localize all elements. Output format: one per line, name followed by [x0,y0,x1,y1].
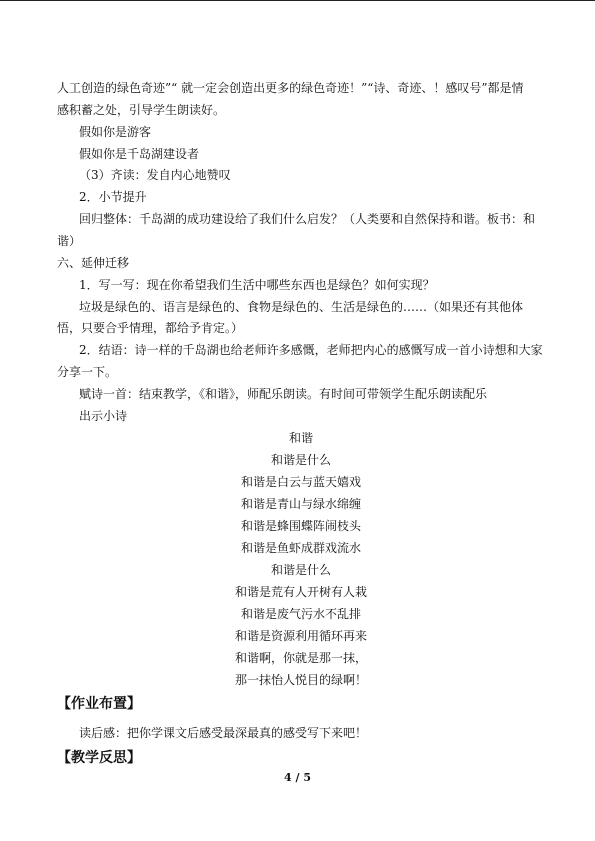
poem-line: 和谐是鱼虾成群戏流水 [240,541,361,555]
poem-line: 那一抹怡人悦目的绿啊！ [234,673,367,687]
paragraph-line: （3）齐读：发自内心地赞叹 [79,168,231,182]
poem-line: 和谐是白云与蓝天嬉戏 [240,475,361,489]
poem-line: 和谐啊，你就是那一抹， [234,651,367,665]
paragraph-line: 假如你是千岛湖建设者 [79,147,200,161]
paragraph-line: 2．小节提升 [79,190,147,204]
paragraph-line: 感积蓄之处，引导学生朗读好。 [57,103,226,117]
paragraph-line: 分享一下。 [57,365,118,379]
section-heading: 六、延伸迁移 [57,256,130,270]
paragraph-line: 人工创造的绿色奇迹”“ 就一定会创造出更多的绿色奇迹！”“诗、奇迹、！感叹号”都是情 [57,81,524,95]
paragraph-line: 谐） [57,234,82,248]
paragraph-line: 赋诗一首：结束教学，《和谐》，师配乐朗读。有时间可带领学生配乐朗读配乐 [79,387,488,401]
poem-line: 和谐是资源利用循环再来 [234,629,367,643]
paragraph-line: 回归整体：千岛湖的成功建设给了我们什么启发？（人类要和自然保持和谐。板书：和 [79,212,536,226]
poem-line: 和谐是什么 [270,563,331,577]
page-number: 4 / 5 [284,771,311,784]
homework-text: 读后感：把你学课文后感受最深最真的感受写下来吧！ [79,726,368,740]
paragraph-line: 2．结语：诗一样的千岛湖也给老师许多感慨，老师把内心的感慨写成一首小诗想和大家 [79,343,543,357]
paragraph-line: 假如你是游客 [79,125,152,139]
poem-line: 和谐是青山与绿水绵缠 [240,497,361,511]
poem-line: 和谐是废气污水不乱排 [240,607,361,621]
header-rule [0,0,595,1]
poem-line: 和谐是荒有人开树有人栽 [234,585,367,599]
homework-heading: 【作业布置】 [57,696,141,712]
poem-title: 和谐 [288,431,313,445]
paragraph-line: 1．写一写：现在你希望我们生活中哪些东西也是绿色？如何实现？ [79,278,435,292]
paragraph-line: 出示小诗 [79,409,128,423]
paragraph-line: 垃圾是绿色的、语言是绿色的、食物是绿色的、生活是绿色的……（如果还有其他体 [79,300,524,314]
poem-line: 和谐是蜂围蝶阵闹枝头 [240,519,361,533]
reflection-heading: 【教学反思】 [57,750,141,766]
poem-line: 和谐是什么 [270,453,331,467]
paragraph-line: 悟，只要合乎情理，都给予肯定。） [57,321,244,335]
